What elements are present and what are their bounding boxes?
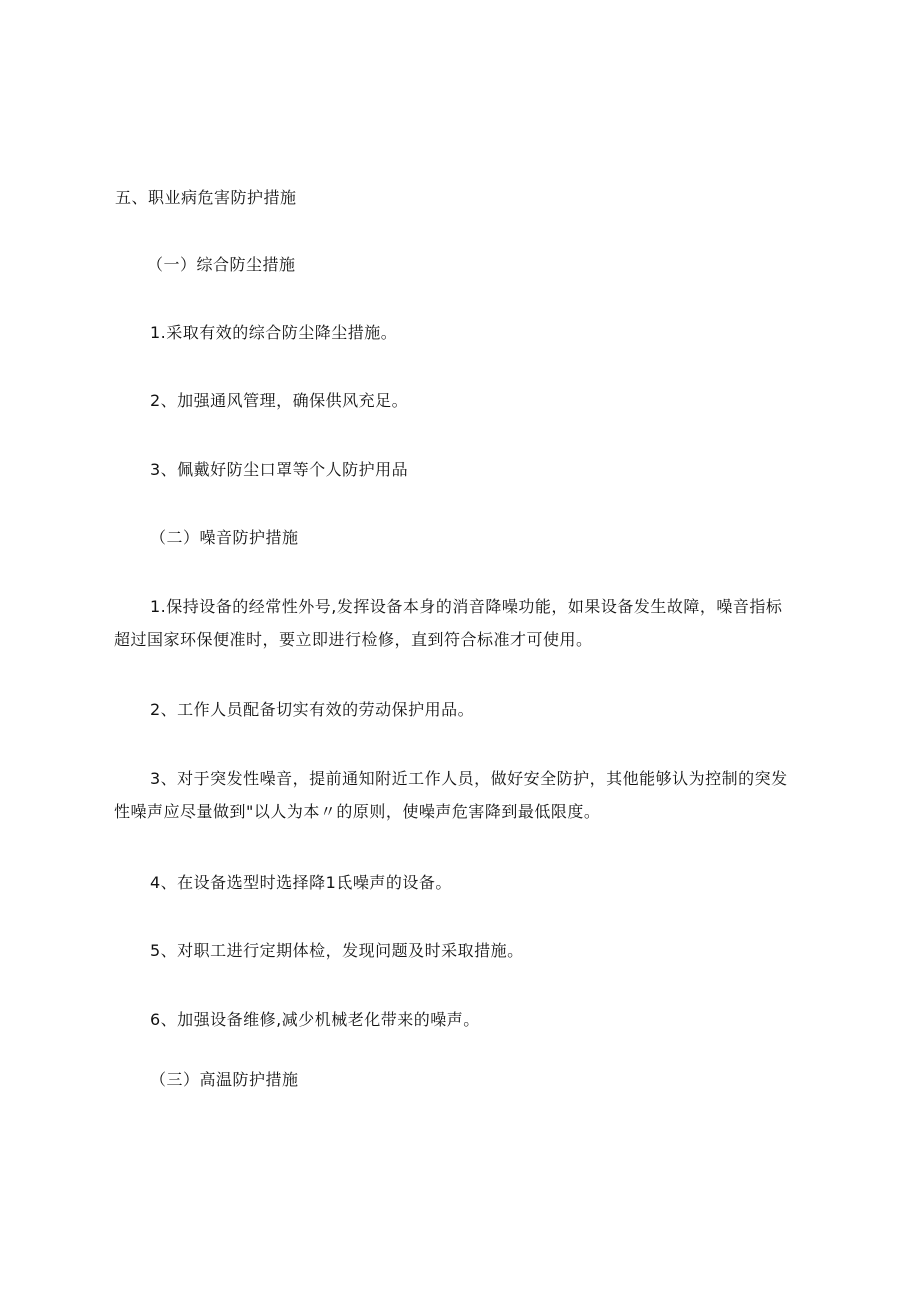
noise-item-4: 4、在设备选型时选择降1氐噪声的设备。	[150, 873, 452, 892]
subsection-heading-heat: （三）高温防护措施	[150, 1070, 299, 1089]
dust-item-3: 3、佩戴好防尘口罩等个人防护用品	[150, 460, 409, 479]
noise-item-6: 6、加强设备维修,减少机械老化带来的噪声。	[150, 1010, 480, 1029]
section-title: 五、职业病危害防护措施	[115, 188, 297, 207]
dust-item-1: 1.采取有效的综合防尘降尘措施。	[150, 323, 398, 342]
subsection-heading-dust: （一）综合防尘措施	[147, 255, 296, 274]
noise-item-1: 1.保持设备的经常性外号,发挥设备本身的消音降噪功能，如果设备发生故障，噪音指标超过国家环保便准时，要立即进行检修，直到符合标准才可使用。	[114, 597, 783, 649]
noise-item-3: 3、对于突发性噪音，提前通知附近工作人员，做好安全防护，其他能够认为控制的突发性噪声应尽量做到"以人为本〃的原则，使噪声危害降到最低限度。	[114, 769, 788, 821]
noise-item-2: 2、工作人员配备切实有效的劳动保护用品。	[150, 700, 475, 719]
noise-item-5: 5、对职工进行定期体检，发现问题及时采取措施。	[150, 941, 524, 960]
dust-item-2: 2、加强通风管理，确保供风充足。	[150, 391, 409, 410]
subsection-heading-noise: （二）噪音防护措施	[150, 528, 299, 547]
